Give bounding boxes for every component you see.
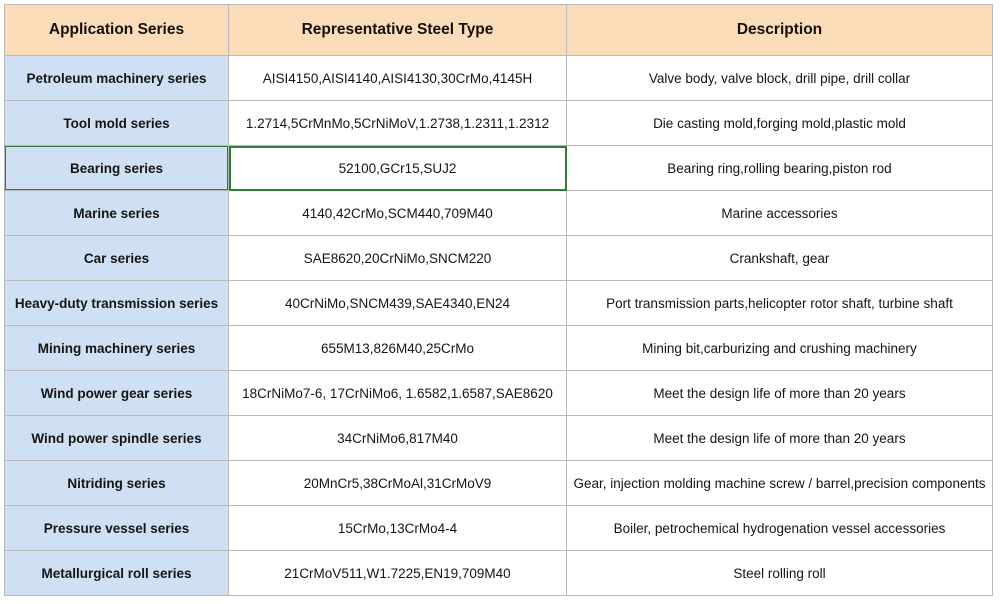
table-row — [5, 371, 993, 416]
header-description: Description — [567, 5, 993, 56]
steel-type-cell: 20MnCr5,38CrMoAl,31CrMoV9 — [229, 461, 567, 506]
table-row — [5, 101, 993, 146]
steel-type-cell: SAE8620,20CrNiMo,SNCM220 — [229, 236, 567, 281]
steel-type-cell: 1.2714,5CrMnMo,5CrNiMoV,1.2738,1.2311,1.2312 — [229, 101, 567, 146]
series-cell: Petroleum machinery series — [5, 56, 229, 101]
description-cell: Meet the design life of more than 20 years — [567, 371, 993, 416]
steel-type-cell: 15CrMo,13CrMo4-4 — [229, 506, 567, 551]
series-cell: Marine series — [5, 191, 229, 236]
description-cell: Die casting mold,forging mold,plastic mold — [567, 101, 993, 146]
description-cell: Marine accessories — [567, 191, 993, 236]
steel-type-cell: 34CrNiMo6,817M40 — [229, 416, 567, 461]
steel-type-cell: 655M13,826M40,25CrMo — [229, 326, 567, 371]
description-cell: Bearing ring,rolling bearing,piston rod — [567, 146, 993, 191]
series-cell: Metallurgical roll series — [5, 551, 229, 596]
description-cell: Mining bit,carburizing and crushing machinery — [567, 326, 993, 371]
table-row — [5, 506, 993, 551]
table-row — [5, 461, 993, 506]
series-cell: Mining machinery series — [5, 326, 229, 371]
description-cell: Port transmission parts,helicopter rotor shaft, turbine shaft — [567, 281, 993, 326]
series-cell: Wind power spindle series — [5, 416, 229, 461]
description-cell: Valve body, valve block, drill pipe, drill collar — [567, 56, 993, 101]
table-row — [5, 281, 993, 326]
series-cell: Heavy-duty transmission series — [5, 281, 229, 326]
description-cell: Gear, injection molding machine screw / barrel,precision components — [567, 461, 993, 506]
steel-type-cell: AISI4150,AISI4140,AISI4130,30CrMo,4145H — [229, 56, 567, 101]
series-cell: Pressure vessel series — [5, 506, 229, 551]
table-row — [5, 191, 993, 236]
description-cell: Crankshaft, gear — [567, 236, 993, 281]
series-cell: Bearing series — [5, 146, 229, 191]
table-row — [5, 236, 993, 281]
table-row — [5, 416, 993, 461]
series-cell: Tool mold series — [5, 101, 229, 146]
table-row-selected — [5, 146, 993, 191]
steel-type-cell: 18CrNiMo7-6, 17CrNiMo6, 1.6582,1.6587,SAE8620 — [229, 371, 567, 416]
steel-application-table — [4, 4, 993, 596]
series-cell: Car series — [5, 236, 229, 281]
header-steel-type: Representative Steel Type — [229, 5, 567, 56]
header-row — [5, 5, 993, 56]
table-row — [5, 56, 993, 101]
steel-type-cell: 40CrNiMo,SNCM439,SAE4340,EN24 — [229, 281, 567, 326]
table-row — [5, 326, 993, 371]
header-application-series: Application Series — [5, 5, 229, 56]
steel-type-cell: 4140,42CrMo,SCM440,709M40 — [229, 191, 567, 236]
description-cell: Boiler, petrochemical hydrogenation vessel accessories — [567, 506, 993, 551]
description-cell: Steel rolling roll — [567, 551, 993, 596]
description-cell: Meet the design life of more than 20 years — [567, 416, 993, 461]
table-row — [5, 551, 993, 596]
series-cell: Nitriding series — [5, 461, 229, 506]
steel-type-cell: 21CrMoV511,W1.7225,EN19,709M40 — [229, 551, 567, 596]
series-cell: Wind power gear series — [5, 371, 229, 416]
steel-type-cell-selected[interactable]: 52100,GCr15,SUJ2 — [229, 146, 567, 191]
